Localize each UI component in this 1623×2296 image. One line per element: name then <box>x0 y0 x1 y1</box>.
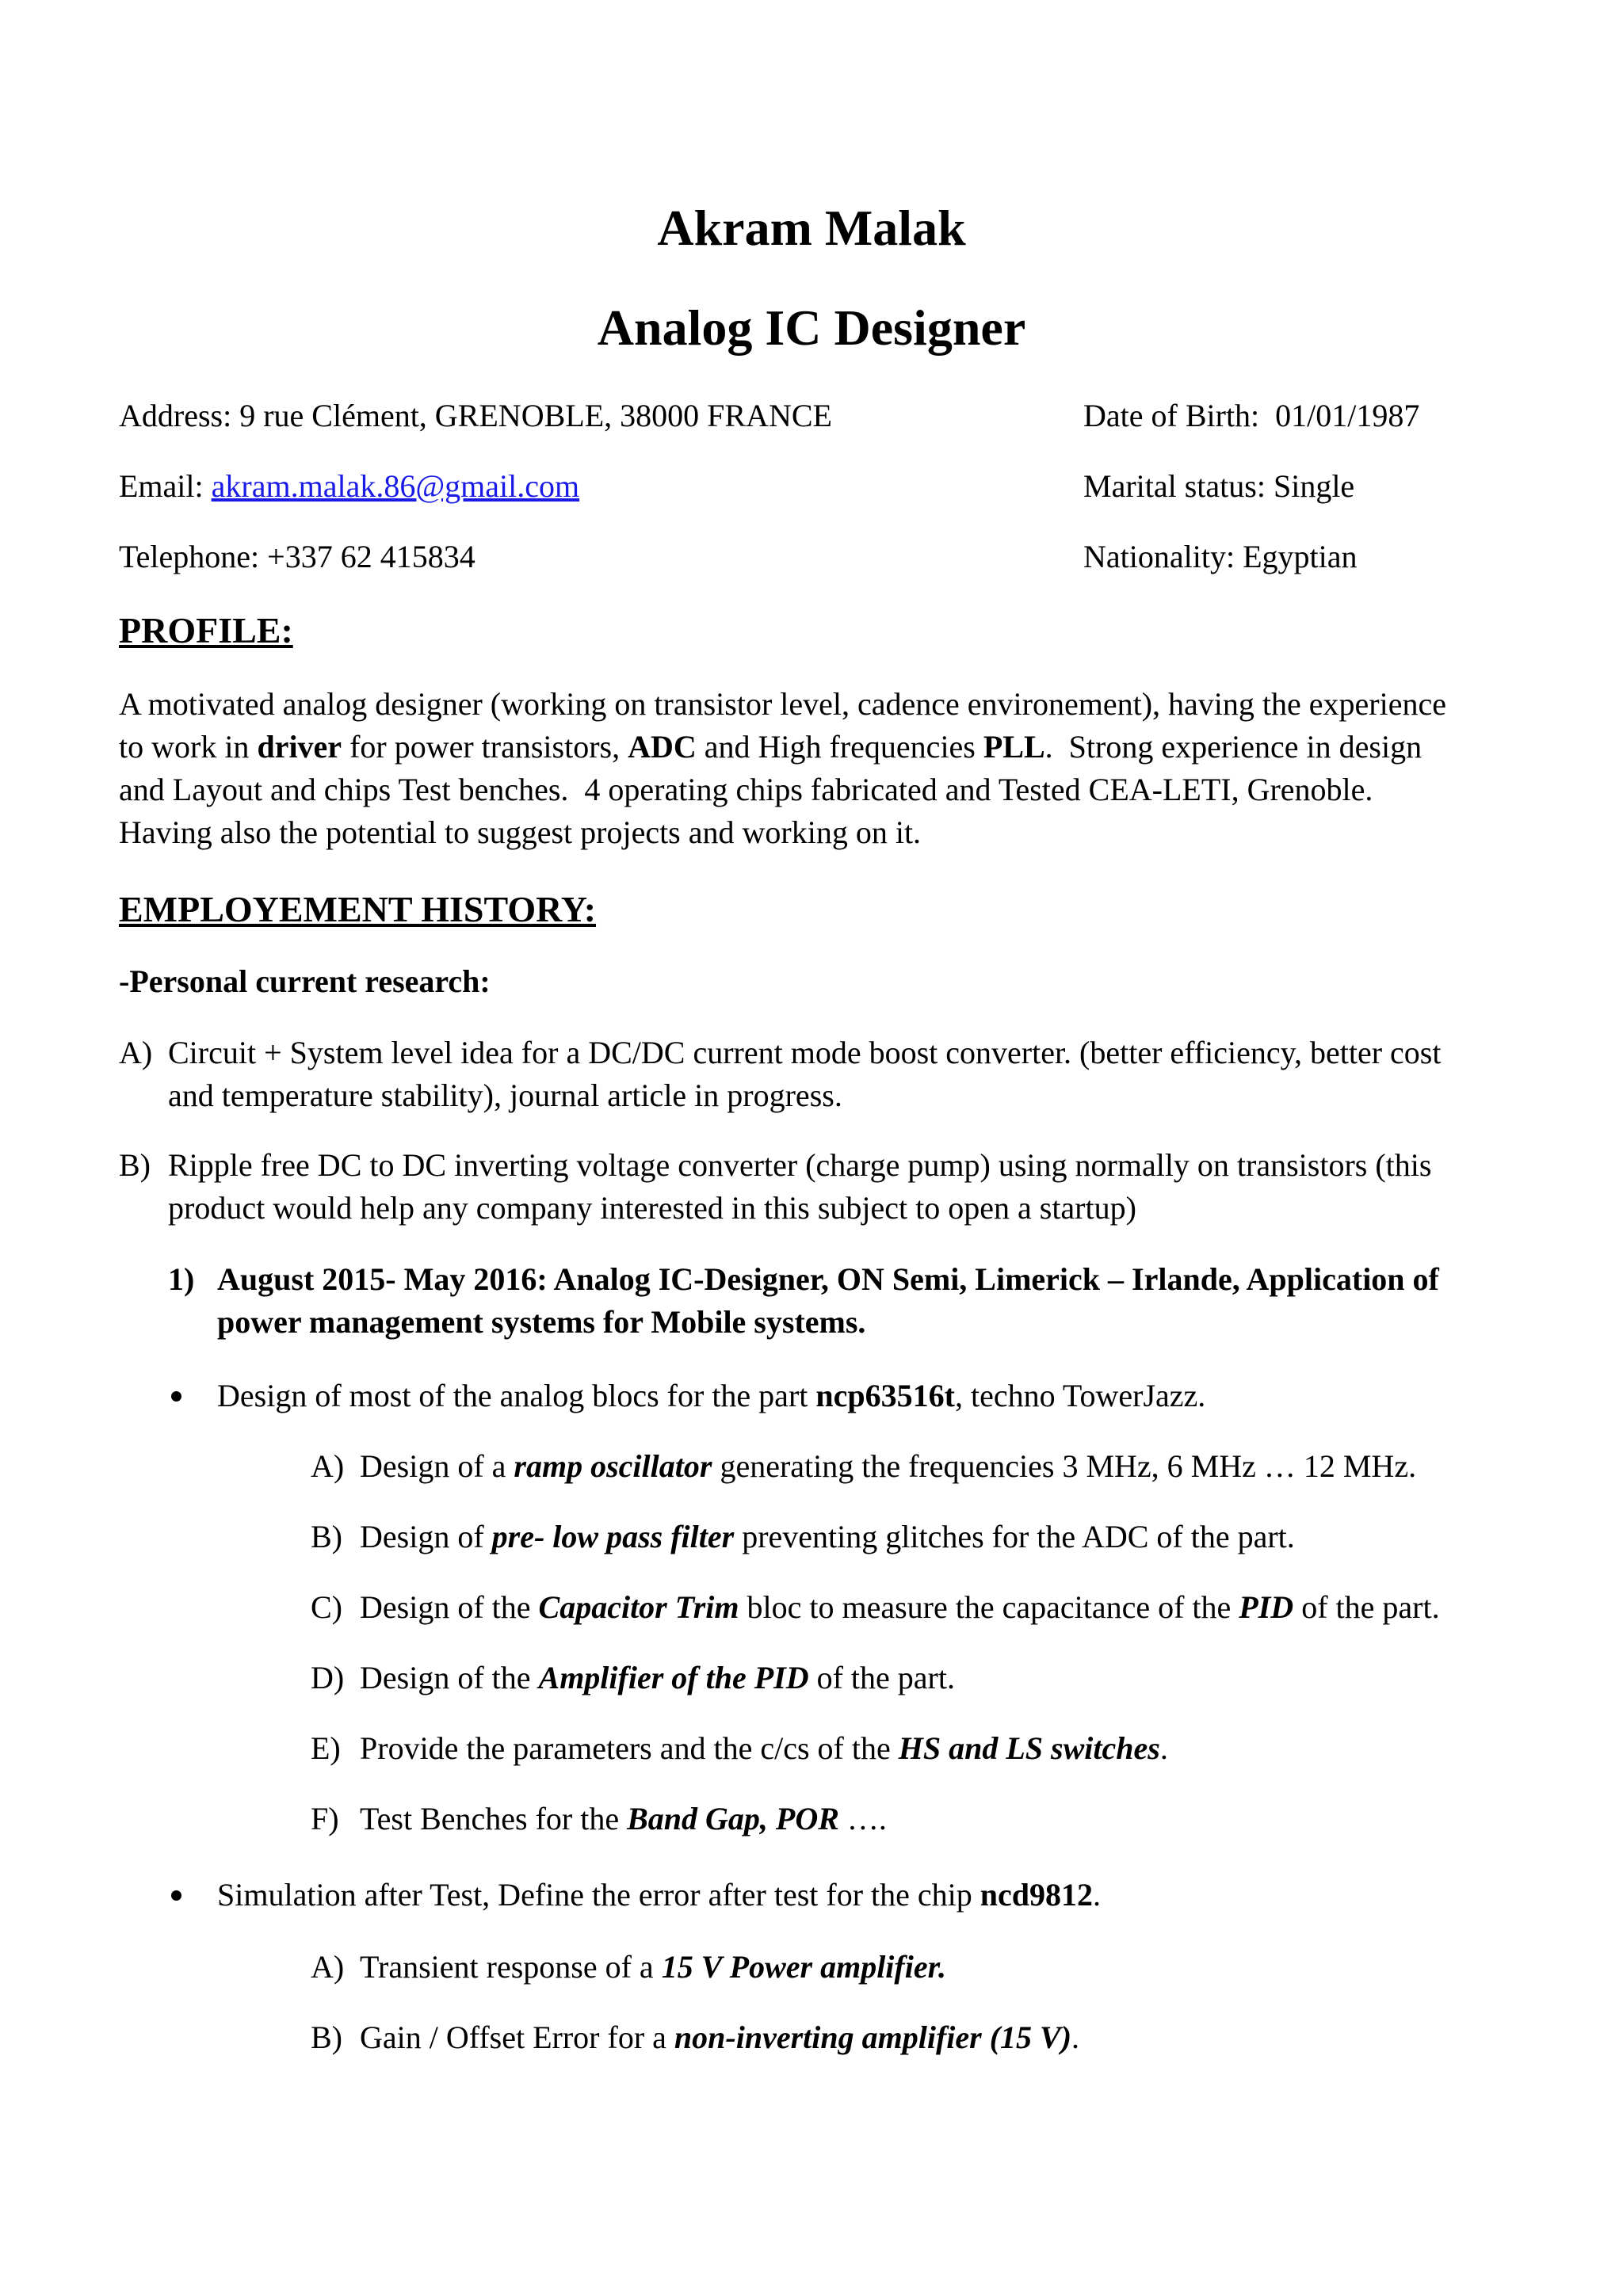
profile-line: and Layout and chips Test benches. 4 operating chips fabricated and Tested CEA-LETI, Grenoble. <box>119 772 1373 807</box>
candidate-name: Akram Malak <box>657 200 966 256</box>
profile-heading: PROFILE: <box>119 610 293 650</box>
date-of-birth: Date of Birth: 01/01/1987 <box>1083 398 1420 433</box>
email-line <box>119 467 579 506</box>
email-link[interactable]: akram.malak.86@gmail.com <box>211 468 580 504</box>
research-label: -Personal current research: <box>119 963 491 999</box>
resume-page: Akram Malak Analog IC Designer Address: 9 rue Clément, GRENOBLE, 38000 FRANCE Email: akram.malak.86@gmail.com Telephone: +337 62 415834 Date of Birth: 01/01/1987 Marital status: Single Nationality: Egyptian PROFILE: A motivated analog designer (working on transistor level, cadence environement), having the experience to work in driver for power transistors, ADC and High frequencies PLL. Strong experience in design and Layout and chips Test benches. 4 operating chips fabricated and Tested CEA-LETI, Grenoble. Having also the potential to suggest projects and working on it. EMPLOYEMENT HISTORY: -Personal current research: A) Circuit + System level idea for a DC/DC current mode boost converter. (better efficiency, better cost and temperature stability), journal article in progress. B) Ripple free DC to DC inverting voltage converter (charge pump) using normally on transistors (this product would help any company interested in this subject to open a startup) 1) August 2015- May 2016: Analog IC-Designer, ON Semi, Limerick – Irlande, Application of power management systems for Mobile systems. Design of most of the analog blocs for the part ncp63516t, techno TowerJazz. A) Design of a ramp oscillator generating the frequencies 3 MHz, 6 MHz … 12 MHz. B) Design of pre- low pass filter preventing glitches for the ADC of the part. C) Design of the Capacitor Trim bloc to measure the capacitance of the PID of the part. D) Design of the Amplifier of the PID of the part. E) Provide the parameters and the c/cs of the HS and LS switches. F) Test Benches for the Band Gap, POR …. Simulation after Test, Define the error after test for the chip ncd9812. A) Transient response of a 15 V Power amplifier. B) Gain / Offset Error for a non-inverting amplifier (15 V). <box>0 0 1623 2296</box>
bullet-icon <box>171 1391 181 1402</box>
nationality: Nationality: Egyptian <box>1083 539 1358 574</box>
job-title: Analog IC Designer <box>597 299 1026 356</box>
employment-heading: EMPLOYEMENT HISTORY: <box>119 889 597 929</box>
address-line: Address: 9 rue Clément, GRENOBLE, 38000 FRANCE <box>119 398 832 433</box>
profile-line: Having also the potential to suggest projects and working on it. <box>119 814 922 850</box>
profile-line: to work in driver for power transistors, ADC and High frequencies PLL. Strong experience in design <box>119 729 1423 765</box>
bullet-icon <box>171 1890 181 1901</box>
profile-line: A motivated analog designer (working on transistor level, cadence environement), having the experience <box>119 686 1446 722</box>
email-label: Email: <box>119 468 212 504</box>
profile-text <box>119 683 1514 854</box>
telephone-line: Telephone: +337 62 415834 <box>119 539 475 574</box>
marital-status: Marital status: Single <box>1083 468 1355 504</box>
